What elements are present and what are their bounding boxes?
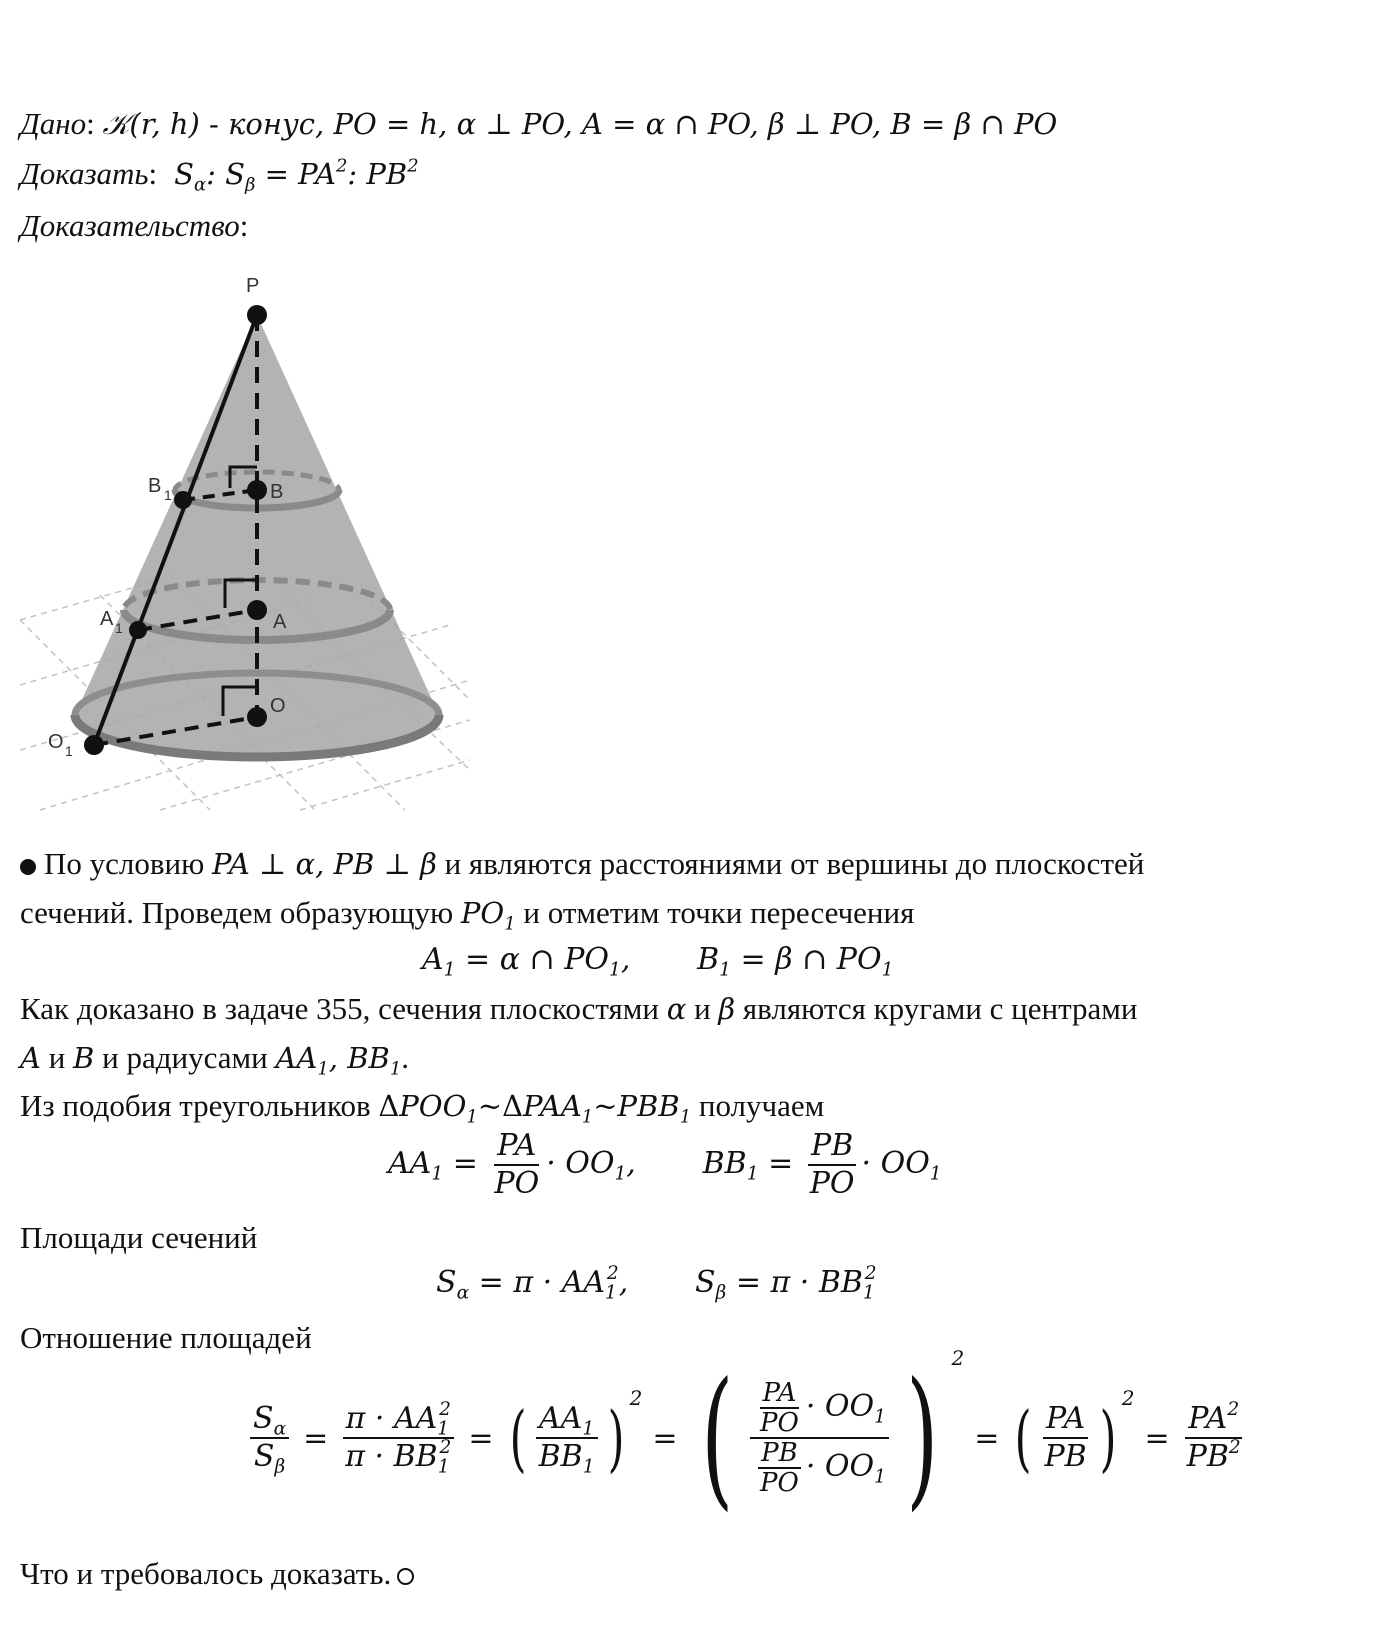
point-o1 (84, 735, 104, 755)
end-of-proof-icon (397, 1568, 414, 1585)
para1-math1: PA ⊥ α, PB ⊥ β (212, 847, 437, 881)
label-b1: B (148, 475, 162, 497)
para2-t3: являются кругами с центрами (742, 991, 1138, 1026)
conclusion-line (20, 1554, 414, 1594)
prove-statement: $S_\alpha$: $S_\beta = PA^2$: $PB^2$ (164, 155, 419, 196)
para5-t1: Отношение площадей (20, 1320, 312, 1355)
para2-line2: A и B и радиусами $AA_1$, $BB_1$. (20, 1040, 410, 1080)
proof-line (20, 206, 248, 246)
para2-radii: $AA_1$, $BB_1$ (275, 1041, 402, 1080)
point-a1 (129, 621, 147, 639)
formula-areas: $S_\alpha = \pi \cdot AA_1^2$, $S_\beta = \pi \cdot BB_1^2$ (436, 1262, 877, 1304)
para4-t1: Площади сечений (20, 1220, 258, 1255)
para2-a: A (20, 1041, 41, 1075)
formula-intersections: $A_1 = \alpha$ ∩ $PO_1$, $B_1 = \beta$ ∩ $PO_1$ (422, 942, 894, 981)
para1-t4: и отметим точки пересечения (523, 895, 915, 930)
para2-t4: и (48, 1040, 66, 1075)
given-label: Дано (20, 106, 87, 141)
para4-line (20, 1218, 257, 1258)
para1-t2: и являются расстояниями от вершины до плоскостей (444, 846, 1145, 881)
label-a1: A (100, 608, 114, 630)
prove-label: Доказать (20, 156, 149, 191)
para1-line2 (20, 893, 914, 933)
label-o1-sub: 1 (65, 743, 73, 759)
proof-colon: : (239, 208, 249, 243)
label-o: O (270, 695, 286, 717)
point-b1 (174, 491, 192, 509)
para1-t1: По условию (44, 846, 205, 881)
given-statement: 𝒦(r, h) - конус, PO = h, α ⊥ PO, A = α ∩ PO, β ⊥ PO, B = β ∩ PO (102, 107, 1058, 141)
para3-line (20, 1086, 824, 1126)
point-b (247, 480, 267, 500)
para2-line1 (20, 989, 1138, 1029)
para2-t5: и радиусами (102, 1040, 268, 1075)
proof-label: Доказательство (20, 208, 240, 243)
prove-colon: : (148, 156, 158, 191)
para1-t3: сечений. Проведем образующую (20, 895, 454, 930)
label-b1-sub: 1 (164, 487, 172, 503)
para2-alpha: α (666, 992, 687, 1026)
formula-radii: $AA_1$ = $\frac{PA}{PO}$ · $OO_1$, $BB_1$ = $\frac{PB}{PO}$ · $OO_1$ (388, 1128, 942, 1201)
para2-b: B (73, 1041, 95, 1075)
point-p (247, 305, 267, 325)
bullet-icon (20, 859, 36, 875)
para1-line1 (20, 844, 1144, 884)
given-line (20, 104, 1057, 144)
para3-t2: получаем (698, 1088, 825, 1123)
label-o1: O (48, 731, 64, 753)
para2-t1: Как доказано в задаче 355, сечения плоскостями (20, 991, 659, 1026)
para3-t1: Из подобия треугольников (20, 1088, 371, 1123)
para3-triangles: $\Delta POO_1\sim\Delta PAA_1\sim PBB_1$ (378, 1089, 692, 1128)
para2-t2: и (694, 991, 711, 1026)
cone-figure (20, 270, 480, 820)
prove-line (20, 154, 419, 194)
para1-math2: $PO_1$ (460, 896, 516, 935)
para2-beta: β (718, 992, 736, 1026)
point-a (247, 600, 267, 620)
formula-ratio: $\frac{S_\alpha}{S_\beta}$ = $\frac{\pi \cdot AA_1^2}{\pi \cdot BB_1^2}$ = ( $\frac{AA_1}{BB_1}$ ) 2 = ( $\frac{PA}{PO}$ · $OO_1$ $\frac{PB}{PO}$ · $OO_1$ ) 2 = ( $\frac{PA}{PB}$ ) 2 = $\frac{PA^2}{PB^2}$ (246, 1368, 1248, 1508)
point-o (247, 707, 267, 727)
given-colon: : (86, 106, 95, 141)
label-p: P (246, 275, 260, 297)
label-b: B (270, 481, 284, 503)
conclusion-text: Что и требовалось доказать. (20, 1556, 392, 1591)
label-a1-sub: 1 (115, 620, 123, 636)
label-a: A (273, 611, 287, 633)
para5-line (20, 1318, 312, 1358)
